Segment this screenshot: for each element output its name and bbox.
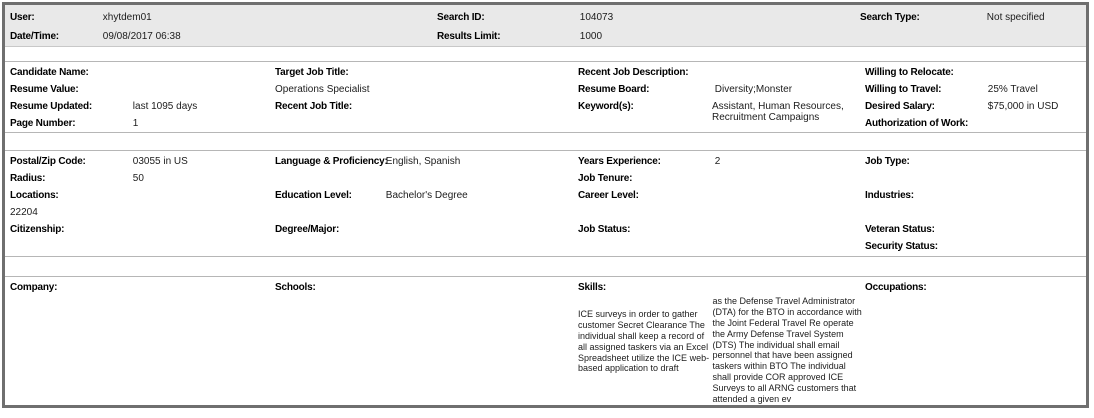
field-recent-job-description [578, 64, 865, 81]
field-locations [10, 187, 275, 204]
organizations-col-3 [578, 279, 865, 405]
field-language-proficiency [275, 153, 578, 170]
search-id-value: 104073 [579, 12, 614, 23]
spacer-row [865, 170, 1078, 187]
locations-value: 22204 [10, 207, 38, 219]
field-date-time [10, 27, 437, 46]
willing-to-travel-label: Willing to Travel: [865, 84, 942, 96]
citizenship-label: Citizenship: [10, 224, 65, 236]
keywords-label: Keyword(s): [578, 101, 634, 113]
field-desired-salary [865, 98, 1078, 115]
spacer-row [275, 170, 578, 187]
results-limit-label: Results Limit: [437, 31, 501, 42]
field-willing-to-travel [865, 81, 1078, 98]
field-search-type [860, 8, 1078, 27]
field-postal-zip-code [10, 153, 275, 170]
resume-updated-value: last 1095 days [132, 101, 198, 113]
field-schools [275, 279, 578, 296]
field-keywords [578, 98, 865, 123]
location-col-2 [275, 153, 578, 256]
target-job-title-value-row [275, 81, 578, 98]
job-tenure-label: Job Tenure: [578, 173, 633, 185]
field-results-limit [437, 27, 860, 46]
keywords-value: Assistant, Human Resources, Recruitment Campaigns [712, 101, 844, 124]
criteria-section [5, 61, 1086, 133]
field-recent-job-title [275, 98, 578, 115]
field-education-level [275, 187, 578, 204]
organizations-col-4 [865, 279, 1078, 405]
search-criteria-report [2, 2, 1089, 408]
willing-to-travel-value: 25% Travel [987, 84, 1038, 96]
industries-label: Industries: [865, 190, 914, 202]
field-years-experience [578, 153, 865, 170]
search-type-value: Not specified [986, 12, 1045, 23]
resume-board-value: Diversity;Monster [714, 84, 793, 96]
postal-zip-code-label: Postal/Zip Code: [10, 156, 86, 168]
locations-value-row [10, 204, 275, 221]
recent-job-title-label: Recent Job Title: [275, 101, 352, 113]
organizations-section [5, 276, 1086, 405]
field-authorization-of-work [865, 115, 1078, 132]
location-section [5, 150, 1086, 257]
location-col-3 [578, 153, 865, 256]
recent-job-description-label: Recent Job Description: [578, 67, 689, 79]
user-value: xhytdem01 [102, 12, 152, 23]
header-col-search [437, 8, 860, 46]
field-career-level [578, 187, 865, 204]
veteran-status-label: Veteran Status: [865, 224, 935, 236]
user-label: User: [10, 12, 35, 23]
field-search-id [437, 8, 860, 27]
education-level-value: Bachelor's Degree [385, 190, 468, 202]
willing-to-relocate-label: Willing to Relocate: [865, 67, 954, 79]
spacer-row [865, 204, 1078, 221]
candidate-name-label: Candidate Name: [10, 67, 89, 79]
field-occupations [865, 279, 1078, 296]
field-resume-board [578, 81, 865, 98]
field-security-status [865, 238, 1078, 255]
criteria-col-1 [10, 64, 275, 132]
field-radius [10, 170, 275, 187]
years-experience-label: Years Experience: [578, 156, 661, 168]
field-job-tenure [578, 170, 865, 187]
education-level-label: Education Level: [275, 190, 352, 202]
field-resume-updated [10, 98, 275, 115]
header-col-type [860, 8, 1078, 46]
company-label: Company: [10, 281, 58, 293]
postal-zip-code-value: 03055 in US [132, 156, 188, 168]
organizations-col-1 [10, 279, 275, 405]
radius-label: Radius: [10, 173, 46, 185]
job-type-label: Job Type: [865, 156, 910, 168]
occupations-label: Occupations: [865, 281, 927, 293]
skills-value-block-2: as the Defense Travel Administrator (DTA) for the BTO in accordance with the Joint Federal Travel Re operate the Army Defense Travel System (DTS) The individual shall email personnel that have been assigned taskers within BTO The individual shall provide COR approved ICE Surveys to all ARNG customers that attended a given ev [712, 295, 862, 405]
target-job-title-value: Operations Specialist [275, 84, 370, 96]
desired-salary-label: Desired Salary: [865, 101, 935, 113]
language-proficiency-label: Language & Proficiency: [275, 156, 388, 168]
skills-value-block-1: ICE surveys in order to gather customer Secret Clearance The individual shall keep a record of all assigned taskers via an Excel Spreadsheet utilize the ICE web-based application to draft [578, 308, 710, 374]
radius-value: 50 [132, 173, 144, 185]
page-number-label: Page Number: [10, 118, 76, 130]
field-candidate-name [10, 64, 275, 81]
field-page-number [10, 115, 275, 132]
location-col-1 [10, 153, 275, 256]
criteria-col-2 [275, 64, 578, 132]
authorization-of-work-label: Authorization of Work: [865, 118, 969, 130]
header-section [5, 5, 1086, 47]
resume-value-label: Resume Value: [10, 84, 79, 96]
language-proficiency-value: English, Spanish [385, 156, 461, 168]
search-type-label: Search Type: [860, 12, 920, 23]
field-company [10, 279, 275, 296]
spacer-row [578, 204, 865, 221]
schools-label: Schools: [275, 281, 316, 293]
security-status-label: Security Status: [865, 241, 938, 253]
field-target-job-title [275, 64, 578, 81]
date-time-value: 09/08/2017 06:38 [102, 31, 181, 42]
page-number-value: 1 [132, 118, 139, 130]
date-time-label: Date/Time: [10, 31, 59, 42]
field-citizenship [10, 221, 275, 238]
field-industries [865, 187, 1078, 204]
field-degree-major [275, 221, 578, 238]
skills-label: Skills: [578, 281, 607, 293]
spacer-row [275, 204, 578, 221]
criteria-col-4 [865, 64, 1078, 132]
field-resume-value [10, 81, 275, 98]
header-col-user [10, 8, 437, 46]
field-job-type [865, 153, 1078, 170]
desired-salary-value: $75,000 in USD [987, 101, 1059, 113]
career-level-label: Career Level: [578, 190, 639, 202]
location-col-4 [865, 153, 1078, 256]
field-job-status [578, 221, 865, 238]
field-user [10, 8, 437, 27]
job-status-label: Job Status: [578, 224, 631, 236]
search-id-label: Search ID: [437, 12, 485, 23]
resume-board-label: Resume Board: [578, 84, 650, 96]
results-limit-value: 1000 [579, 31, 603, 42]
organizations-col-2 [275, 279, 578, 405]
locations-label: Locations: [10, 190, 59, 202]
degree-major-label: Degree/Major: [275, 224, 340, 236]
skills-value-blocks [578, 296, 865, 405]
target-job-title-label: Target Job Title: [275, 67, 349, 79]
years-experience-value: 2 [714, 156, 721, 168]
resume-updated-label: Resume Updated: [10, 101, 93, 113]
field-veteran-status [865, 221, 1078, 238]
criteria-col-3 [578, 64, 865, 132]
field-skills [578, 279, 865, 296]
field-willing-to-relocate [865, 64, 1078, 81]
